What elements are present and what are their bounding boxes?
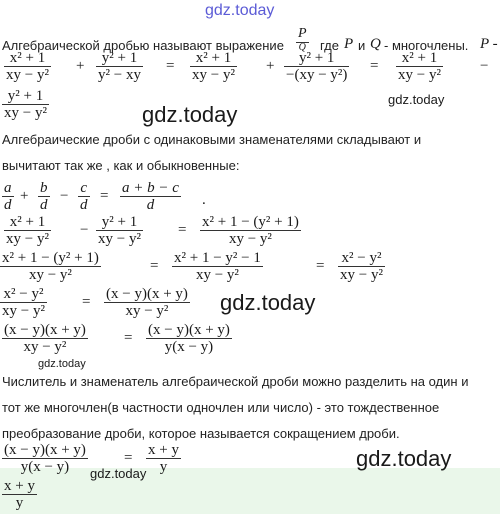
eq1-t3-den: xy − y² [192, 67, 235, 83]
intro-frac-num: P [298, 26, 307, 41]
eq8-num: x + y [4, 478, 35, 494]
eq3-left [4, 214, 51, 247]
eq1-t2-num: y² + 1 [101, 50, 138, 66]
eq7-b-num: x + y [148, 442, 179, 458]
eq5-b-den: xy − y² [125, 303, 169, 319]
eq1-term5 [396, 50, 443, 83]
watermark-3: gdz.today [220, 290, 316, 315]
eq1-t2-den: y² − xy [98, 67, 141, 83]
eq2-b-den: d [40, 197, 48, 213]
eq1-t4-den: −(xy − y²) [286, 67, 348, 83]
eq1-term4 [284, 50, 349, 83]
reduce-line-3: преобразование дроби, которое называется сокращением дроби. [2, 426, 400, 441]
eq3-l-den: xy − y² [6, 231, 49, 247]
eq5-a [0, 286, 47, 319]
watermark-6: gdz.today [356, 446, 452, 471]
intro-tail: P - [480, 36, 498, 52]
eq5-b-num: (x − y)(x + y) [106, 286, 188, 302]
eq5-b [104, 286, 190, 319]
eq4-c-num: x² − y² [341, 250, 382, 266]
eq2-c-num: c [80, 180, 88, 196]
eq5-a-num: x² − y² [3, 286, 44, 302]
eq2-eq: = [100, 188, 109, 204]
eq6-a-den: xy − y² [23, 339, 67, 355]
eq3-r-num: y² + 1 [101, 214, 138, 230]
eq4-a-den: xy − y² [28, 267, 72, 283]
eq4-eq2: = [316, 258, 325, 274]
eq8-den: y [15, 495, 24, 511]
eq2-plus: + [20, 188, 29, 204]
intro-q: Q [370, 36, 381, 52]
eq2-a-den: d [4, 197, 12, 213]
eq4-eq: = [150, 258, 159, 274]
eq4-c [338, 250, 385, 283]
eq1-t6-den: xy − y² [4, 105, 47, 121]
eq6-eq: = [124, 330, 133, 346]
watermark-top: gdz.today [205, 2, 275, 19]
eq7-a [2, 442, 88, 475]
intro-and: и [358, 38, 366, 53]
watermark-5: gdz.today [90, 466, 147, 481]
eq8 [2, 478, 37, 511]
eq3-minus: − [80, 222, 89, 238]
rule-line-2: вычитают так же , как и обыкновенные: [2, 158, 240, 173]
eq1-term3 [190, 50, 237, 83]
eq7-eq: = [124, 450, 133, 466]
eq6-a [2, 322, 88, 355]
eq2-dot: . [202, 192, 206, 208]
eq1-plus2: + [266, 58, 275, 74]
eq1-t4-num: y² + 1 [298, 50, 335, 66]
eq2-res-den: d [146, 197, 155, 213]
intro-fraction [296, 26, 309, 53]
rule-line-1: Алгебраические дроби с одинаковыми знаменателями складывают и [2, 132, 422, 147]
eq2-b-num: b [40, 180, 48, 196]
watermark-4: gdz.today [38, 358, 86, 370]
eq2-minus: − [60, 188, 69, 204]
watermark-2: gdz.today [388, 92, 445, 107]
eq2-a [2, 180, 14, 213]
eq7-a-den: y(x − y) [20, 459, 70, 475]
eq4-b-den: xy − y² [195, 267, 239, 283]
eq1-t1-den: xy − y² [6, 67, 49, 83]
eq2-c [78, 180, 90, 213]
eq4-b-num: x² + 1 − y² − 1 [174, 250, 261, 266]
eq3-l-num: x² + 1 [9, 214, 46, 230]
eq3-eq: = [178, 222, 187, 238]
eq1-t5-den: xy − y² [398, 67, 441, 83]
eq6-a-num: (x − y)(x + y) [4, 322, 86, 338]
watermark-1: gdz.today [142, 102, 238, 127]
eq4-a [0, 250, 101, 283]
eq5-a-den: xy − y² [2, 303, 45, 319]
intro-where: где [320, 38, 339, 53]
intro-text: Алгебраической дробью называют выражение [2, 38, 284, 53]
eq6-b-den: y(x − y) [164, 339, 214, 355]
eq1-t1-num: x² + 1 [9, 50, 46, 66]
eq1-term2 [96, 50, 143, 83]
eq1-term1 [4, 50, 51, 83]
eq3-res-den: xy − y² [228, 231, 272, 247]
eq3-right [96, 214, 143, 247]
intro-post: - многочлены. [384, 38, 469, 53]
eq5-eq: = [82, 294, 91, 310]
eq7-b [146, 442, 181, 475]
eq2-result [120, 180, 181, 213]
eq6-b [146, 322, 232, 355]
eq4-b [172, 250, 263, 283]
eq4-a-num: x² + 1 − (y² + 1) [2, 250, 99, 266]
eq1-term6 [2, 88, 49, 121]
eq7-a-num: (x − y)(x + y) [4, 442, 86, 458]
eq3-res-num: x² + 1 − (y² + 1) [202, 214, 299, 230]
eq1-minus: − [480, 58, 489, 74]
eq2-b [38, 180, 50, 213]
eq2-c-den: d [80, 197, 88, 213]
eq7-b-den: y [159, 459, 168, 475]
eq1-eq: = [166, 58, 175, 74]
eq1-t6-num: y² + 1 [7, 88, 44, 104]
eq1-plus: + [76, 58, 85, 74]
eq2-a-num: a [4, 180, 12, 196]
eq4-c-den: xy − y² [340, 267, 383, 283]
eq3-result [200, 214, 301, 247]
eq1-t5-num: x² + 1 [401, 50, 438, 66]
eq3-r-den: xy − y² [98, 231, 141, 247]
eq1-t3-num: x² + 1 [195, 50, 232, 66]
eq6-b-num: (x − y)(x + y) [148, 322, 230, 338]
intro-frac-den: Q [298, 42, 306, 53]
intro-p: P [344, 36, 354, 52]
eq1-eq2: = [370, 58, 379, 74]
reduce-line-2: тот же многочлен(в частности одночлен или число) - это тождественное [2, 400, 440, 415]
eq2-res-num: a + b − c [122, 180, 179, 196]
reduce-line-1: Числитель и знаменатель алгебраической дроби можно разделить на один и [2, 374, 469, 389]
